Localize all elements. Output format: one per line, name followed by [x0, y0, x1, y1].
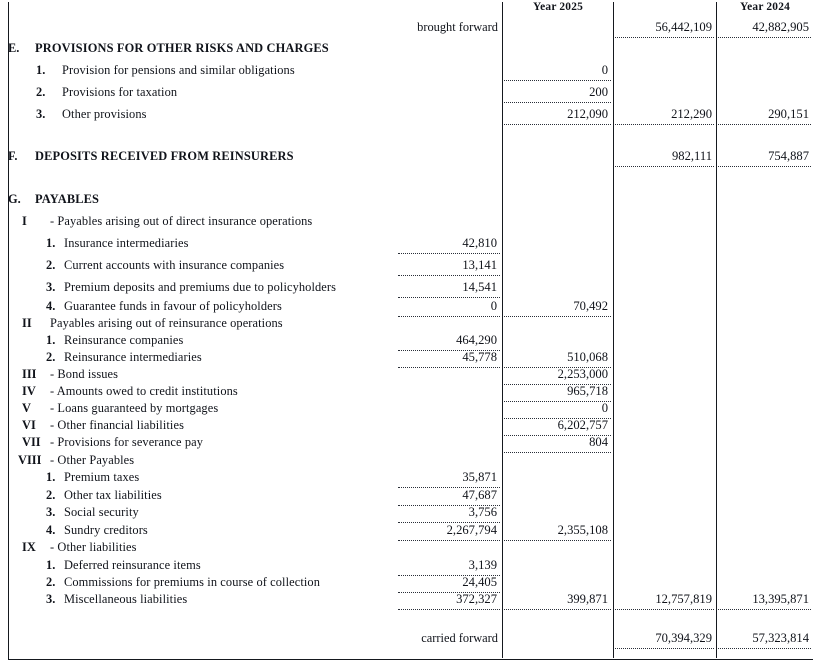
column-rule-1 — [502, 2, 503, 658]
item-label-G-VIII-2: Other tax liabilities — [64, 488, 162, 502]
underline-F-col3 — [615, 166, 714, 167]
underline-G-II-2-col1 — [398, 367, 500, 368]
underline-G-I-4-col1 — [398, 316, 500, 317]
item-value-E3-col3: 212,290 — [671, 107, 712, 121]
item-marker-G-IX-2: 2. — [46, 575, 56, 589]
item-label-G-II-1: Reinsurance companies — [64, 333, 184, 347]
section-title-G: PAYABLES — [35, 192, 100, 206]
item-label-G-IX-3: Miscellaneous liabilities — [64, 592, 188, 606]
underline-G-I-2-col1 — [398, 275, 500, 276]
item-label-G-VIII-3: Social security — [64, 505, 139, 519]
item-marker-G-I-2: 2. — [46, 258, 56, 272]
brought-forward-label: brought forward — [417, 20, 498, 34]
item-value-E2-col2: 200 — [589, 85, 608, 99]
item-value-E3-col2: 212,090 — [567, 107, 608, 121]
item-marker-G-IX: IX — [22, 540, 36, 554]
section-marker-E: E. — [8, 41, 20, 55]
item-marker-E2: 2. — [36, 85, 46, 99]
item-marker-G-III: III — [22, 367, 37, 381]
column-rule-2 — [613, 2, 614, 658]
carried-forward-label: carried forward — [421, 631, 498, 645]
item-marker-G-VIII-4: 4. — [46, 523, 56, 537]
item-value-G-III-col2: 2,253,000 — [557, 367, 608, 381]
underline-E2-col2 — [504, 102, 611, 103]
section-value-F-col3: 982,111 — [672, 149, 712, 163]
item-value-E3-col4: 290,151 — [768, 107, 809, 121]
underline-E3-col4 — [718, 124, 811, 125]
underline-E1-col2 — [504, 80, 611, 81]
item-value-E1-col2: 0 — [601, 63, 608, 77]
underline-G-I-1-col1 — [398, 253, 500, 254]
item-label-G-III: - Bond issues — [50, 367, 119, 381]
item-value-G-VII-col2: 804 — [589, 435, 608, 449]
brought-forward-col4: 42,882,905 — [752, 20, 809, 34]
item-marker-G-IV: IV — [22, 384, 36, 398]
item-label-G-VIII: - Other Payables — [50, 453, 135, 467]
item-label-G-VII: - Provisions for severance pay — [50, 435, 204, 449]
item-marker-G-I-3: 3. — [46, 280, 56, 294]
item-marker-G-IX-1: 1. — [46, 558, 56, 572]
item-value-G-IX-3-col2: 399,871 — [567, 592, 608, 606]
item-value-G-VIII-4-col2: 2,355,108 — [557, 523, 608, 537]
column-header-year-current: Year 2025 — [533, 1, 583, 13]
item-value-G-II-1-col1: 464,290 — [456, 333, 497, 347]
item-label-G-II-2: Reinsurance intermediaries — [64, 350, 202, 364]
item-marker-G-IX-3: 3. — [46, 592, 56, 606]
item-label-G-I-2: Current accounts with insurance companies — [64, 258, 285, 272]
item-label-G-VIII-1: Premium taxes — [64, 470, 140, 484]
section-value-F-col4: 754,887 — [768, 149, 809, 163]
item-label-G-VI: - Other financial liabilities — [50, 418, 184, 432]
brought-forward-underline-col3 — [615, 37, 714, 38]
item-value-G-I-3-col1: 14,541 — [462, 280, 497, 294]
section-marker-F: F. — [8, 149, 18, 163]
item-marker-G-VIII-2: 2. — [46, 488, 56, 502]
item-label-G-I-3: Premium deposits and premiums due to policyholders — [64, 280, 337, 294]
brought-forward-underline-col4 — [718, 37, 811, 38]
item-value-G-VIII-4-col1: 2,267,794 — [446, 523, 497, 537]
underline-G-VIII-4-col2 — [504, 540, 611, 541]
underline-G-IX-3-col1 — [398, 609, 500, 610]
item-label-E3: Other provisions — [62, 107, 147, 121]
item-label-G-II: Payables arising out of reinsurance operations — [50, 316, 283, 330]
item-marker-G-V: V — [22, 401, 31, 415]
item-marker-G-I-1: 1. — [46, 236, 56, 250]
item-value-G-V-col2: 0 — [601, 401, 608, 415]
item-value-G-IX-1-col1: 3,139 — [468, 558, 497, 572]
item-value-G-II-2-col1: 45,778 — [462, 350, 497, 364]
section-title-E: PROVISIONS FOR OTHER RISKS AND CHARGES — [35, 41, 329, 55]
item-value-G-I-1-col1: 42,810 — [462, 236, 497, 250]
item-marker-G-I: I — [22, 214, 27, 228]
underline-G-IX-3-col4 — [718, 609, 811, 610]
item-value-G-II-2-col2: 510,068 — [567, 350, 608, 364]
item-value-G-IX-2-col1: 24,405 — [462, 575, 497, 589]
item-label-G-I: - Payables arising out of direct insurance operations — [50, 214, 313, 228]
item-value-G-IX-3-col1: 372,327 — [456, 592, 497, 606]
item-marker-E3: 3. — [36, 107, 46, 121]
column-rule-3 — [716, 2, 717, 658]
item-marker-G-I-4: 4. — [46, 299, 56, 313]
item-marker-G-II-1: 1. — [46, 333, 56, 347]
item-label-G-I-4: Guarantee funds in favour of policyholders — [64, 299, 282, 313]
item-value-G-IX-3-col4: 13,395,871 — [752, 592, 809, 606]
item-value-G-VIII-2-col1: 47,687 — [462, 488, 497, 502]
underline-G-VIII-4-col1 — [398, 540, 500, 541]
item-label-G-VIII-4: Sundry creditors — [64, 523, 148, 537]
item-value-G-I-4-col1: 0 — [490, 299, 497, 313]
item-marker-G-II: II — [22, 316, 32, 330]
carried-forward-col4: 57,323,814 — [752, 631, 809, 645]
item-label-G-IX-2: Commissions for premiums in course of collection — [64, 575, 321, 589]
item-marker-G-VIII: VIII — [18, 453, 42, 467]
item-value-G-VI-col2: 6,202,757 — [557, 418, 608, 432]
item-label-G-V: - Loans guaranteed by mortgages — [50, 401, 219, 415]
carried-forward-col3: 70,394,329 — [655, 631, 712, 645]
underline-E3-col2 — [504, 124, 611, 125]
item-value-G-I-4-col2: 70,492 — [573, 299, 608, 313]
item-label-G-IV: - Amounts owed to credit institutions — [50, 384, 238, 398]
carried-forward-underline-col3 — [615, 648, 714, 649]
item-label-G-IX-1: Deferred reinsurance items — [64, 558, 201, 572]
underline-G-I-4-col2 — [504, 316, 611, 317]
item-marker-E1: 1. — [36, 63, 46, 77]
item-label-G-IX: - Other liabilities — [50, 540, 137, 554]
item-value-G-IX-3-col3: 12,757,819 — [655, 592, 712, 606]
item-label-E1: Provision for pensions and similar obligations — [62, 63, 295, 77]
item-label-G-I-1: Insurance intermediaries — [64, 236, 189, 250]
item-marker-G-VIII-3: 3. — [46, 505, 56, 519]
item-marker-G-VIII-1: 1. — [46, 470, 56, 484]
section-marker-G: G. — [8, 192, 21, 206]
carried-forward-underline-col4 — [718, 648, 811, 649]
item-value-G-I-2-col1: 13,141 — [462, 258, 497, 272]
underline-F-col4 — [718, 166, 811, 167]
item-label-E2: Provisions for taxation — [62, 85, 178, 99]
section-title-F: DEPOSITS RECEIVED FROM REINSURERS — [35, 149, 294, 163]
brought-forward-col3: 56,442,109 — [655, 20, 712, 34]
underline-E3-col3 — [615, 124, 714, 125]
underline-G-VII-col2 — [504, 452, 611, 453]
item-marker-G-II-2: 2. — [46, 350, 56, 364]
underline-G-IX-3-col3 — [615, 609, 714, 610]
item-marker-G-VI: VI — [22, 418, 36, 432]
underline-G-IX-3-col2 — [504, 609, 611, 610]
underline-G-I-3-col1 — [398, 297, 500, 298]
item-value-G-VIII-3-col1: 3,756 — [468, 505, 497, 519]
item-value-G-IV-col2: 965,718 — [567, 384, 608, 398]
item-value-G-VIII-1-col1: 35,871 — [462, 470, 497, 484]
column-header-year-prior: Year 2024 — [740, 1, 790, 13]
item-marker-G-VII: VII — [22, 435, 41, 449]
